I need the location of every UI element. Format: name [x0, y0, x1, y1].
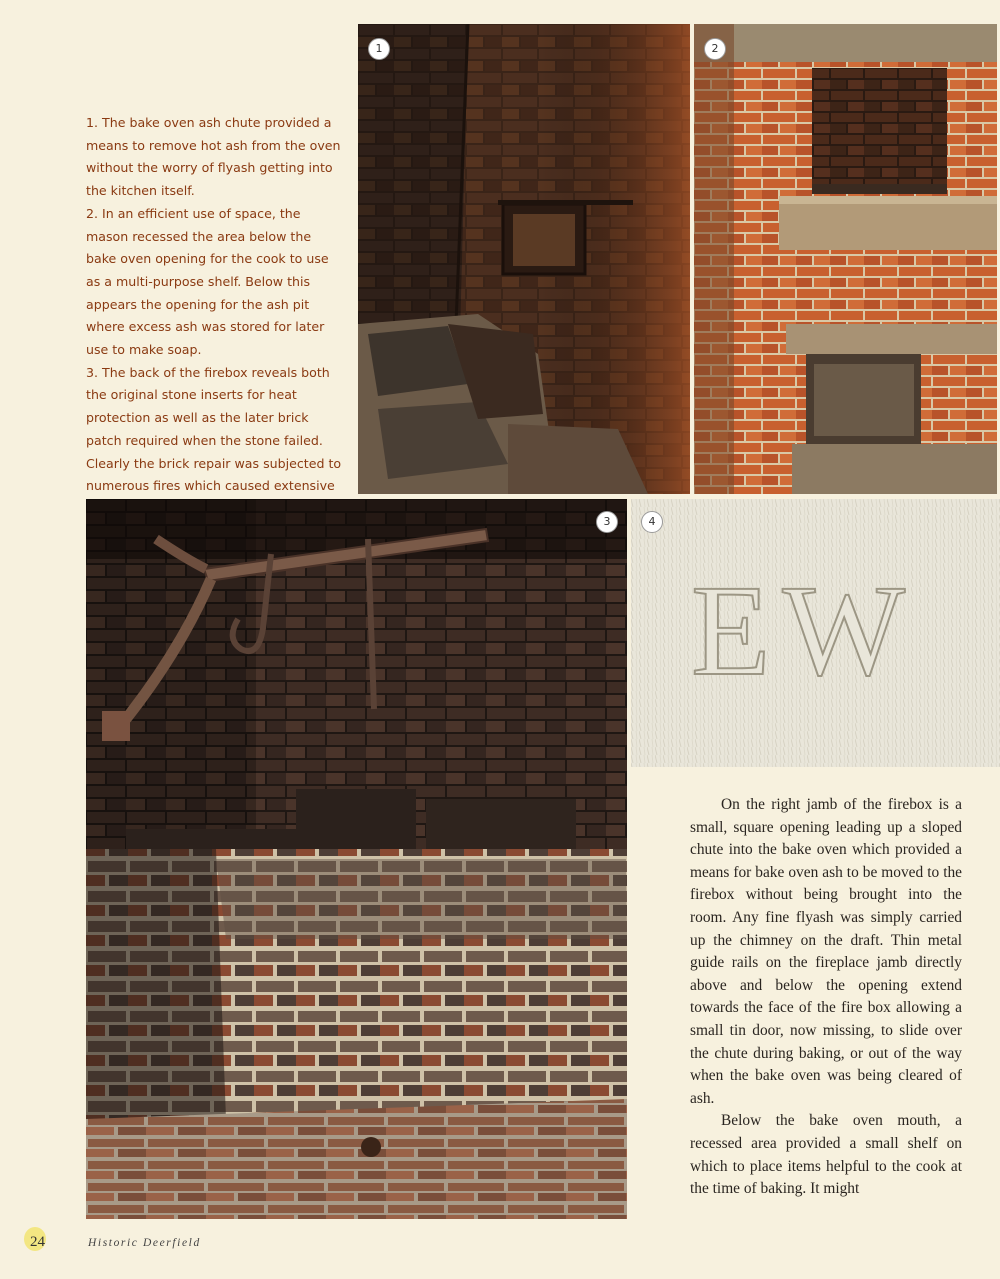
carved-initials: EW: [691, 559, 918, 703]
photo-bake-oven-shelf: [694, 24, 997, 494]
photo-ash-chute: [358, 24, 690, 494]
plaster-initials-photo: [631, 499, 1000, 767]
brick-ash-chute-photo: [358, 24, 690, 494]
caption-item-2: 2. In an efficient use of space, the mason recessed the area below the bake oven opening for the cook to use as a multi-purpose shelf. Below this appears the opening for the ash pit where excess ash was stored for later use to make soap.: [86, 205, 329, 358]
page-number: 24: [30, 1234, 45, 1250]
photo-number-1: 1: [368, 38, 390, 60]
article-body: [690, 794, 962, 1201]
bake-oven-shelf-photo: [694, 24, 997, 494]
body-paragraph-1: On the right jamb of the firebox is a small, square opening leading up a sloped chute into the bake oven which provided a means for bake oven ash to be moved to the firebox without being brought into the room. Any fine flyash was simply carried up the chimney on the draft. Thin metal guide rails on the fireplace jamb directly above and below the opening extend towards the face of the fire box allowing a small tin door, now missing, to slide over the chute during baking, or out of the way when the bake oven was being cleared of ash.: [690, 796, 962, 1107]
firebox-crane-photo: [86, 499, 627, 1219]
body-paragraph-2: Below the bake oven mouth, a recessed area provided a small shelf on which to place items helpful to the cook at the time of baking. It might: [690, 1112, 962, 1198]
photo-number-2: 2: [704, 38, 726, 60]
caption-item-1: 1. The bake oven ash chute provided a means to remove hot ash from the oven without the worry of flyash getting into the kitchen itself.: [86, 115, 341, 199]
running-head: Historic Deerfield: [88, 1237, 201, 1249]
photo-number-3: 3: [596, 511, 618, 533]
photo-number-4: 4: [641, 511, 663, 533]
photo-firebox-back: [86, 499, 627, 1219]
caption-item-3: 3. The back of the firebox reveals both the original stone inserts for heat protection as well as the later brick patch required when the stone failed. Clearly the brick repair was subjected to numerous fires which caused extensive: [86, 364, 342, 494]
photo-caption: [86, 112, 344, 521]
photo-carved-initials: [631, 499, 1000, 767]
